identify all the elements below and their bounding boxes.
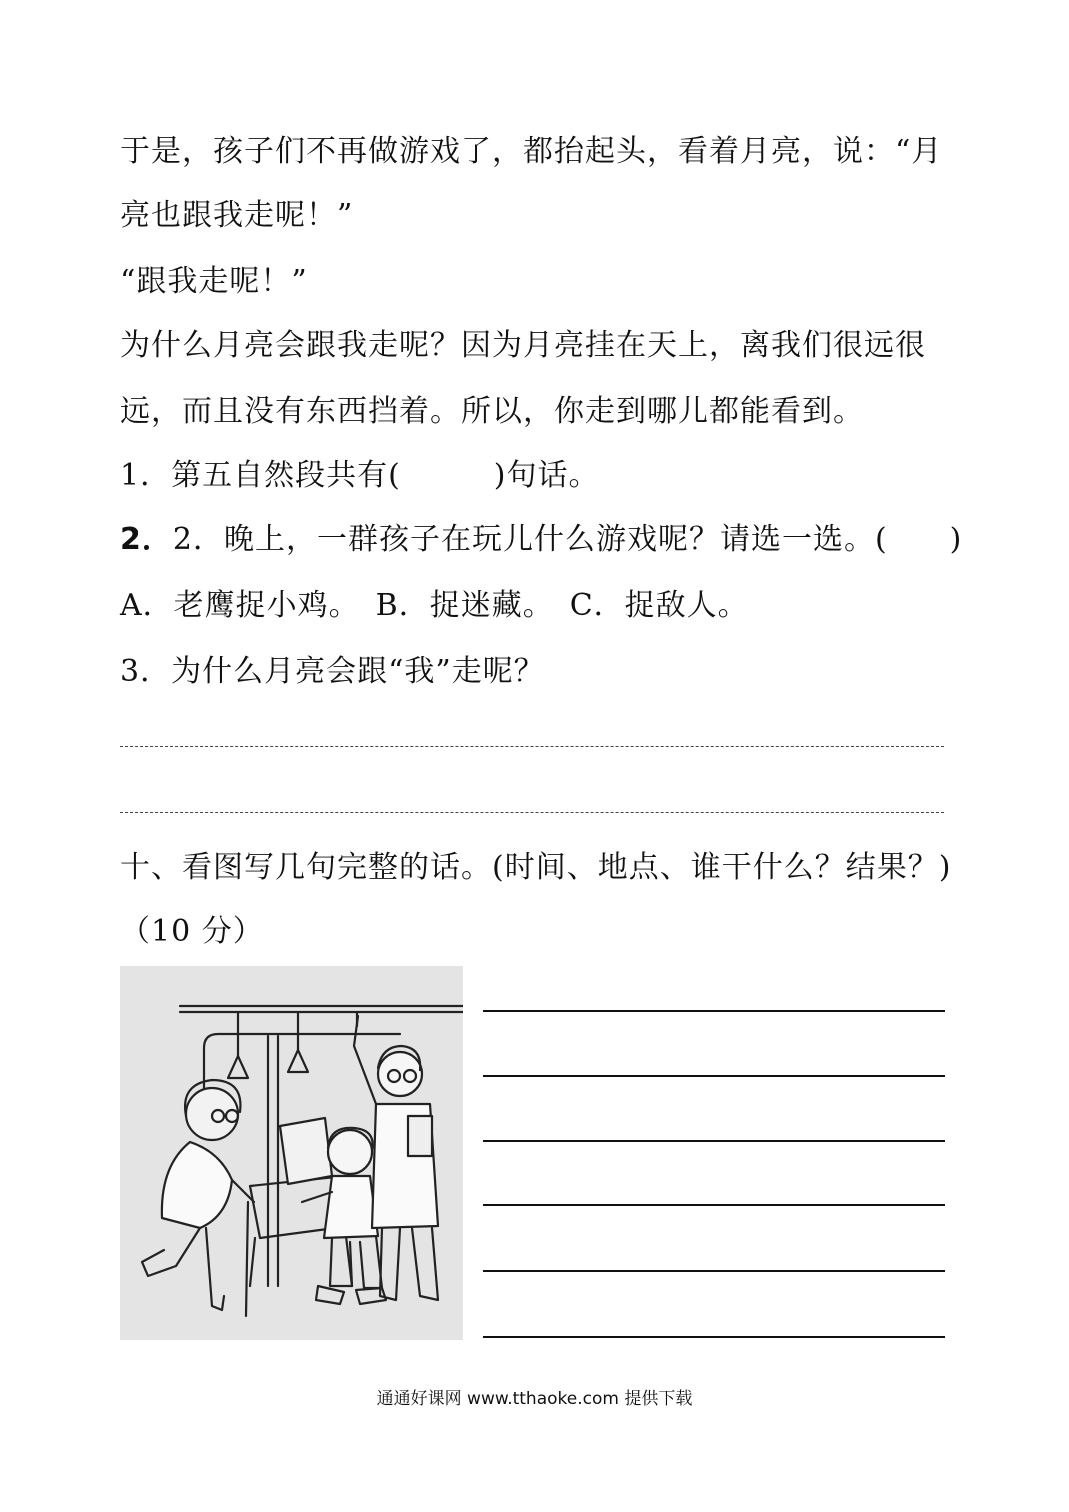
question-2-number: 2． [120, 522, 173, 557]
writing-line-5[interactable] [483, 1270, 945, 1272]
answer-line-2[interactable] [120, 812, 944, 813]
passage-line-5: 远，而且没有东西挡着。所以，你走到哪儿都能看到。 [120, 394, 864, 429]
writing-line-2[interactable] [483, 1075, 945, 1077]
bus-scene-illustration [120, 966, 463, 1340]
question-2-options: A．老鹰捉小鸡。 B．捉迷藏。 C．捉敌人。 [120, 588, 749, 623]
question-1: 1．第五自然段共有( )句话。 [120, 458, 600, 493]
question-2 [120, 520, 962, 560]
writing-line-4[interactable] [483, 1204, 945, 1206]
footer-credit: 通通好课网 www.tthaoke.com 提供下载 [376, 1389, 693, 1409]
question-3: 3．为什么月亮会跟“我”走呢？ [120, 654, 545, 689]
writing-line-6[interactable] [483, 1336, 945, 1338]
question-2-text: 2．晚上，一群孩子在玩儿什么游戏呢？请选一选。( ) [172, 522, 963, 557]
section-10-score: （10 分） [120, 914, 264, 949]
passage-line-1: 于是，孩子们不再做游戏了，都抬起头，看着月亮，说：“月 [120, 134, 943, 169]
passage-line-2: 亮也跟我走呢！” [120, 198, 354, 233]
writing-line-1[interactable] [483, 1010, 945, 1012]
section-10-title: 十、看图写几句完整的话。(时间、地点、谁干什么？结果？) [120, 850, 952, 885]
passage-line-4: 为什么月亮会跟我走呢？因为月亮挂在天上，离我们很远很 [120, 328, 926, 363]
writing-line-3[interactable] [483, 1140, 945, 1142]
passage-line-3: “跟我走呢！” [120, 264, 308, 299]
answer-line-1[interactable] [120, 746, 944, 747]
